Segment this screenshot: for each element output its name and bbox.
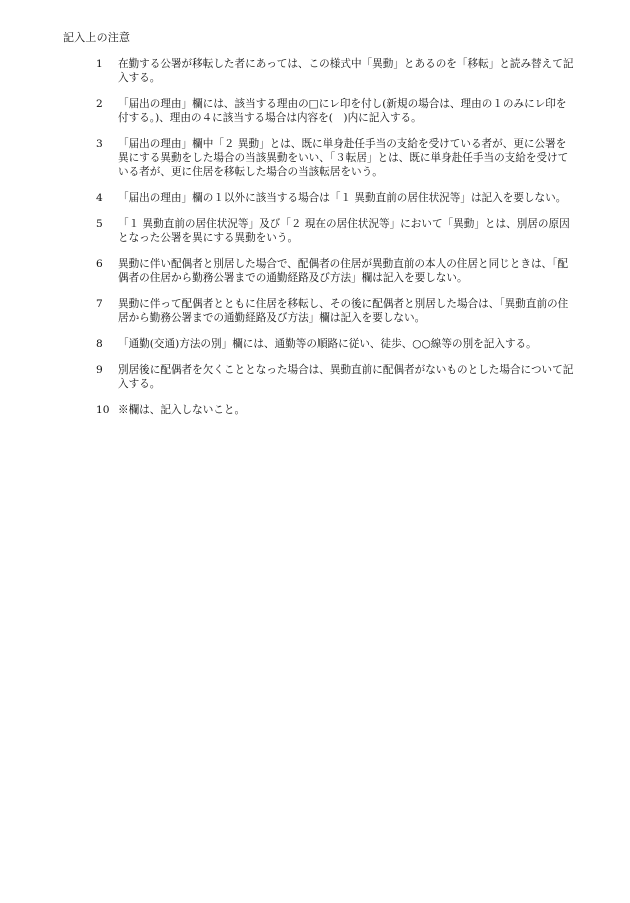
- note-number: 10: [96, 404, 110, 416]
- note-text: 在勤する公署が移転した者にあっては、この様式中「異動」とあるのを「移転」と読み替えて記入する。: [118, 58, 574, 84]
- note-text: ※欄は、記入しないこと。: [118, 404, 246, 416]
- note-item: [96, 403, 576, 417]
- page-heading: 記入上の注意: [63, 31, 131, 44]
- note-item: [96, 257, 576, 285]
- note-text: 「届出の理由」欄には、該当する理由の□にレ印を付し(新規の場合は、理由の１のみにレ印を付する。)、理由の４に該当する場合は内容を( )内に記入する。: [118, 98, 567, 124]
- notes-list: [96, 57, 576, 429]
- note-item: [96, 297, 576, 325]
- note-text: 異動に伴い配偶者と別居した場合で、配偶者の住居が異動直前の本人の住居と同じときは、「配偶者の住居から勤務公署までの通勤経路及び方法」欄は記入を要しない。: [118, 258, 569, 284]
- note-item: [96, 137, 576, 179]
- note-number: 4: [96, 192, 103, 204]
- note-item: [96, 363, 576, 391]
- note-text: 「通勤(交通)方法の別」欄には、通勤等の順路に従い、徒歩、○○線等の別を記入する。: [118, 338, 537, 350]
- note-item: [96, 337, 576, 351]
- note-number: 2: [96, 98, 103, 110]
- note-text: 「届出の理由」欄中「２ 異動」とは、既に単身赴任手当の支給を受けている者が、更に公署を異にする異動をした場合の当該異動をいい、「３転居」とは、既に単身赴任手当の支給を受けている者が、更に住居を移転した場合の当該転居をいう。: [118, 138, 569, 178]
- note-number: 6: [96, 258, 103, 270]
- note-text: 異動に伴って配偶者とともに住居を移転し、その後に配偶者と別居した場合は、「異動直前の住居から勤務公署までの通勤経路及び方法」欄は記入を要しない。: [118, 298, 569, 324]
- note-number: 7: [96, 298, 103, 310]
- note-text: 別居後に配偶者を欠くこととなった場合は、異動直前に配偶者がないものとした場合について記入する。: [118, 364, 574, 390]
- note-text: 「１ 異動直前の居住状況等」及び「２ 現在の居住状況等」において「異動」とは、別居の原因となった公署を異にする異動をいう。: [118, 218, 570, 244]
- note-number: 8: [96, 338, 103, 350]
- note-item: [96, 217, 576, 245]
- note-number: 5: [96, 218, 103, 230]
- note-text: 「届出の理由」欄の１以外に該当する場合は「１ 異動直前の居住状況等」は記入を要しない。: [118, 192, 567, 204]
- note-number: 3: [96, 138, 103, 150]
- note-number: 1: [96, 58, 103, 70]
- note-item: [96, 97, 576, 125]
- note-number: 9: [96, 364, 103, 376]
- note-item: [96, 191, 576, 205]
- note-item: [96, 57, 576, 85]
